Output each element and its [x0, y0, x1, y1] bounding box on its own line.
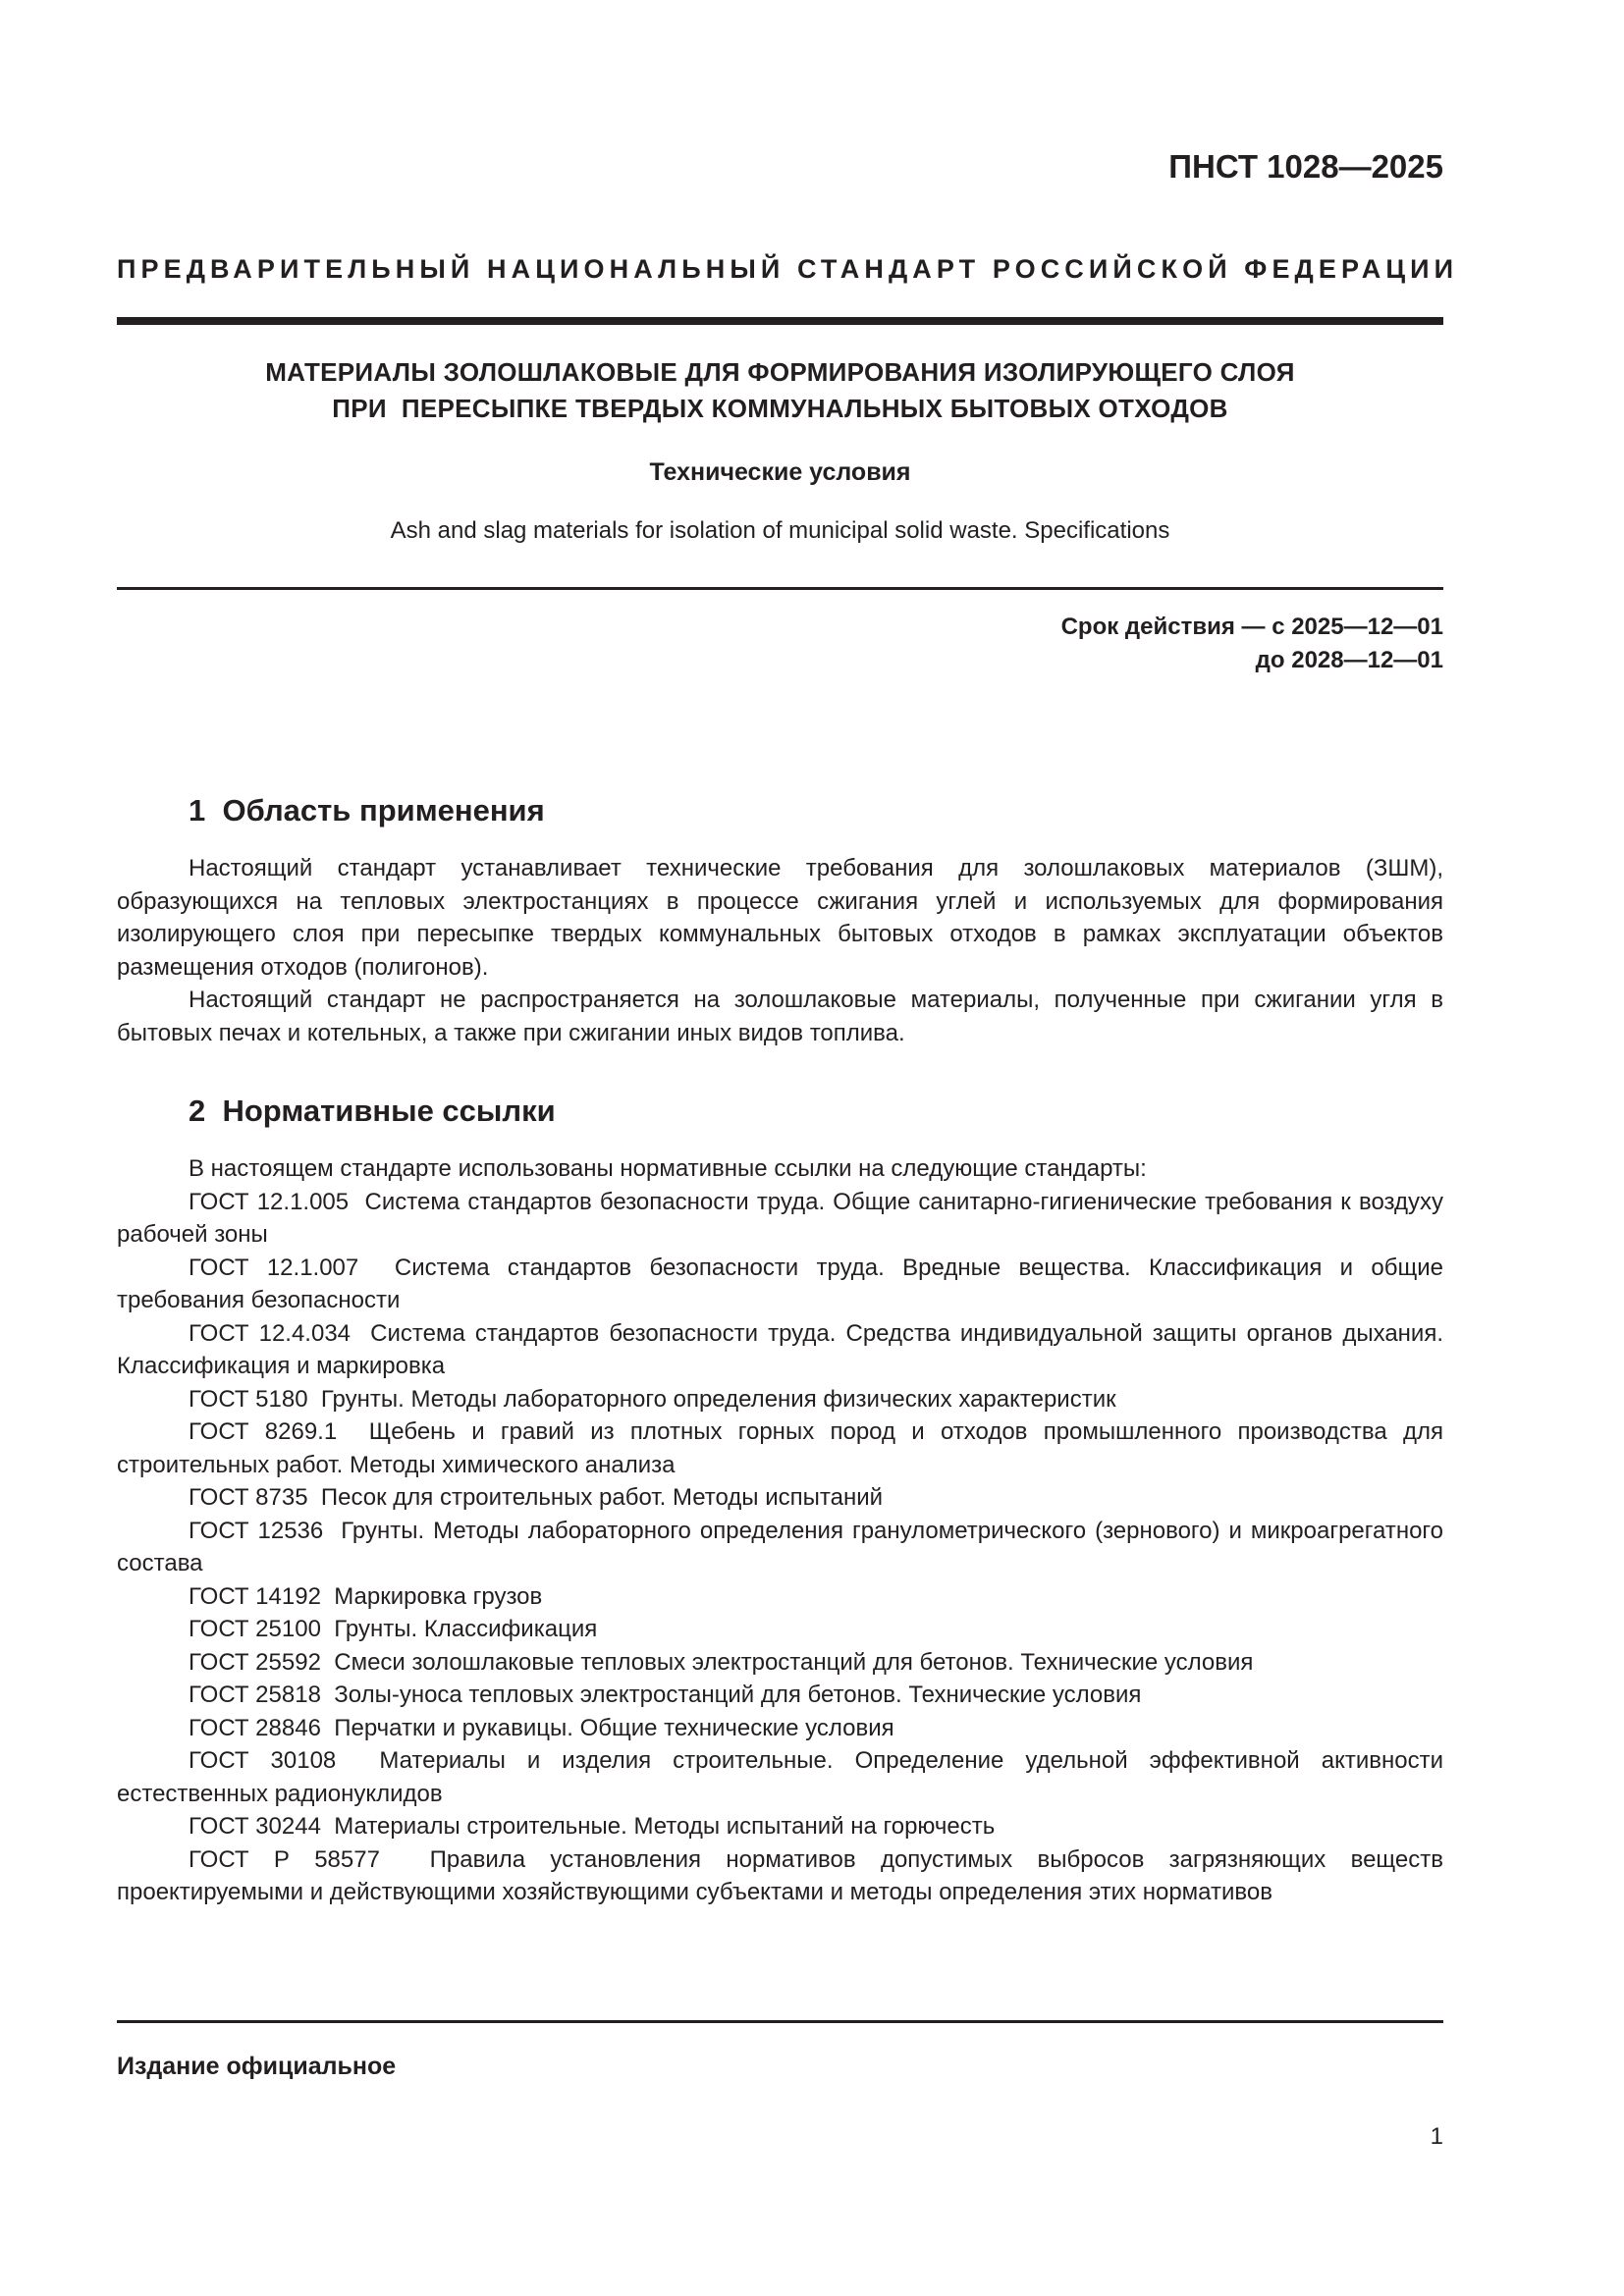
standard-designation: ПНСТ 1028—2025 — [1168, 148, 1443, 185]
document-title-line-2: ПРИ ПЕРЕСЫПКЕ ТВЕРДЫХ КОММУНАЛЬНЫХ БЫТОВЫХ ОТХОДОВ — [332, 394, 1228, 423]
reference-item: ГОСТ 14192 Маркировка грузов — [189, 1582, 543, 1610]
reference-item: ГОСТ 25818 Золы-уноса тепловых электростанций для бетонов. Технические условия — [189, 1682, 1142, 1708]
section-heading-scope: 1 Область применения — [189, 793, 545, 828]
reference-item: ГОСТ 8269.1 Щебень и гравий из плотных горных пород и отходов промышленного производства для строительных работ. Методы химического анализа — [117, 1418, 1450, 1478]
validity-start: Срок действия — с 2025—12—01 — [1060, 614, 1443, 640]
paragraph: Настоящий стандарт устанавливает технические требования для золошлаковых материалов (ЗШМ), образующихся на тепловых электростанциях в процессе сжигания углей и используемых для формирования изолирующего слоя при пересыпке твердых коммунальных бытовых отходов в рамках эксплуатации объектов размещения отходов (полигонов). — [117, 855, 1443, 981]
reference-item: ГОСТ 12536 Грунты. Методы лабораторного определения гранулометрического (зернового) и микроагрегатного состава — [117, 1517, 1450, 1576]
footer-divider — [117, 2020, 1443, 2023]
section-body-scope — [117, 852, 1443, 1049]
reference-item: ГОСТ 5180 Грунты. Методы лабораторного определения физических характеристик — [189, 1385, 1116, 1413]
references-intro: В настоящем стандарте использованы нормативные ссылки на следующие стандарты: — [189, 1155, 1147, 1182]
reference-item: ГОСТ 12.4.034 Система стандартов безопасности труда. Средства индивидуальной защиты органов дыхания. Классификация и маркировка — [117, 1319, 1450, 1379]
reference-item: ГОСТ 8735 Песок для строительных работ. Методы испытаний — [189, 1484, 884, 1511]
section-body-normative-references — [117, 1152, 1450, 1909]
reference-item: ГОСТ 28846 Перчатки и рукавицы. Общие технические условия — [189, 1714, 894, 1741]
validity-end: до 2028—12—01 — [1255, 647, 1443, 673]
reference-item: ГОСТ 25592 Смеси золошлаковые тепловых электростанций для бетонов. Технические условия — [189, 1648, 1254, 1676]
document-subtitle: Технические условия — [649, 458, 911, 486]
page-number: 1 — [1430, 2123, 1443, 2150]
reference-item: ГОСТ 25100 Грунты. Классификация — [189, 1616, 598, 1642]
paragraph: Настоящий стандарт не распространяется на золошлаковые материалы, полученные при сжигании угля в бытовых печах и котельных, а также при сжигании иных видов топлива. — [117, 987, 1443, 1046]
document-title-line-1: МАТЕРИАЛЫ ЗОЛОШЛАКОВЫЕ ДЛЯ ФОРМИРОВАНИЯ ИЗОЛИРУЮЩЕГО СЛОЯ — [265, 357, 1295, 387]
validity-period — [1061, 611, 1443, 677]
standard-category-heading: ПРЕДВАРИТЕЛЬНЫЙ НАЦИОНАЛЬНЫЙ СТАНДАРТ РОССИЙСКОЙ ФЕДЕРАЦИИ — [117, 254, 1459, 284]
document-title — [117, 354, 1443, 427]
section-heading-normative-references: 2 Нормативные ссылки — [189, 1094, 556, 1128]
reference-item: ГОСТ 30108 Материалы и изделия строительные. Определение удельной эффективной активности естественных радионуклидов — [117, 1747, 1450, 1807]
title-divider — [117, 587, 1443, 590]
official-edition-label: Издание официальное — [117, 2053, 397, 2080]
reference-item: ГОСТ 30244 Материалы строительные. Методы испытаний на горючесть — [189, 1813, 996, 1840]
reference-item: ГОСТ 12.1.007 Система стандартов безопасности труда. Вредные вещества. Классификация и общие требования безопасности — [117, 1254, 1450, 1313]
header-divider — [117, 317, 1443, 325]
reference-item: ГОСТ Р 58577 Правила установления нормативов допустимых выбросов загрязняющих веществ проектируемыми и действующими хозяйствующими субъектами и методы определения этих нормативов — [117, 1845, 1450, 1905]
reference-item: ГОСТ 12.1.005 Система стандартов безопасности труда. Общие санитарно-гигиенические требования к воздуху рабочей зоны — [117, 1188, 1450, 1248]
english-title: Ash and slag materials for isolation of municipal solid waste. Specifications — [390, 517, 1170, 544]
